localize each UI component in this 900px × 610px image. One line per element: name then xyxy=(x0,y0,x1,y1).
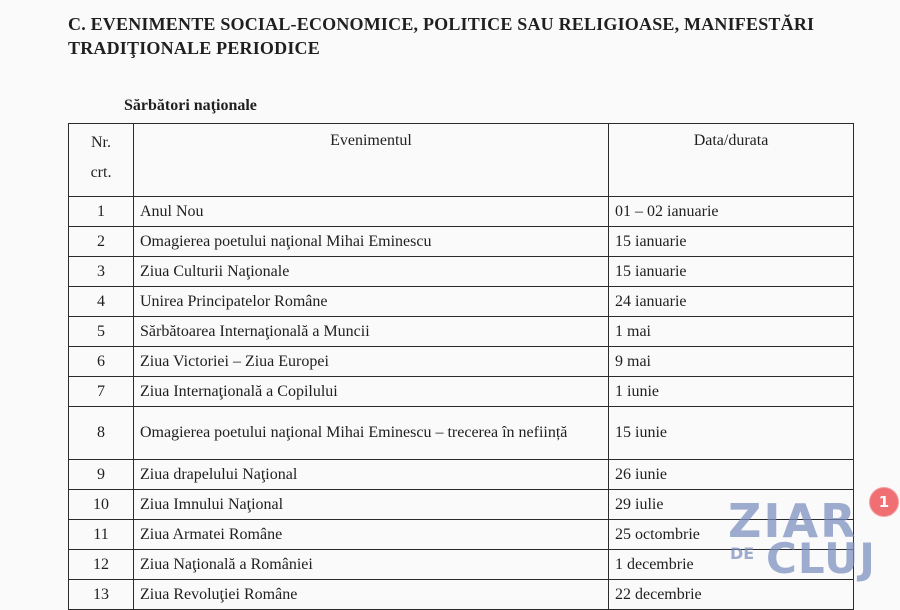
row-event-cell: Ziua Imnului Naţional xyxy=(134,490,609,520)
row-date-cell: 1 mai xyxy=(609,317,854,347)
table-row xyxy=(69,257,854,287)
section-title-line-1: C. EVENIMENTE SOCIAL-ECONOMICE, POLITICE SAU RELIGIOASE, MANIFESTĂRI xyxy=(68,14,815,34)
watermark-line1: ZIAR xyxy=(728,494,858,548)
row-date-cell: 25 octombrie xyxy=(609,520,854,550)
notification-badge[interactable]: 1 xyxy=(869,487,899,517)
row-nr-cell: 6 xyxy=(69,347,134,377)
row-nr-cell: 13 xyxy=(69,580,134,610)
section-title xyxy=(68,12,868,60)
row-event-cell: Omagierea poetului naţional Mihai Eminescu – trecerea în neființă xyxy=(134,407,609,460)
row-event-cell: Ziua Naţională a României xyxy=(134,550,609,580)
row-event-cell: Ziua Revoluţiei Române xyxy=(134,580,609,610)
row-event-cell: Ziua drapelului Naţional xyxy=(134,460,609,490)
table-row xyxy=(69,347,854,377)
subheading-national-holidays: Sărbători naţionale xyxy=(124,97,257,114)
ziar-de-cluj-watermark xyxy=(728,494,888,594)
row-nr-cell: 9 xyxy=(69,460,134,490)
table-row xyxy=(69,317,854,347)
row-nr-cell: 11 xyxy=(69,520,134,550)
row-nr-cell: 1 xyxy=(69,197,134,227)
row-date-cell: 15 ianuarie xyxy=(609,257,854,287)
table-row xyxy=(69,460,854,490)
table-header-row xyxy=(69,124,854,197)
row-event-cell: Ziua Victoriei – Ziua Europei xyxy=(134,347,609,377)
table-row xyxy=(69,377,854,407)
header-nr-line2: crt. xyxy=(90,164,112,181)
row-nr-cell: 12 xyxy=(69,550,134,580)
row-event-cell: Omagierea poetului naţional Mihai Eminescu xyxy=(134,227,609,257)
row-event-cell: Unirea Principatelor Române xyxy=(134,287,609,317)
row-nr-cell: 7 xyxy=(69,377,134,407)
row-event-cell: Anul Nou xyxy=(134,197,609,227)
row-date-cell: 26 iunie xyxy=(609,460,854,490)
row-date-cell: 9 mai xyxy=(609,347,854,377)
header-event: Evenimentul xyxy=(134,124,609,197)
watermark-line3: CLUJ xyxy=(766,534,876,583)
row-date-cell: 29 iulie xyxy=(609,490,854,520)
header-date: Data/durata xyxy=(609,124,854,197)
row-nr-cell: 5 xyxy=(69,317,134,347)
row-date-cell: 22 decembrie xyxy=(609,580,854,610)
watermark-line2: DE xyxy=(730,544,755,563)
header-nr-line1: Nr. xyxy=(91,134,111,151)
row-date-cell: 1 iunie xyxy=(609,377,854,407)
header-nr xyxy=(69,124,134,197)
row-date-cell: 15 iunie xyxy=(609,407,854,460)
row-nr-cell: 2 xyxy=(69,227,134,257)
table-row xyxy=(69,197,854,227)
row-event-cell: Sărbătoarea Internaţională a Muncii xyxy=(134,317,609,347)
table-row xyxy=(69,227,854,257)
row-nr-cell: 4 xyxy=(69,287,134,317)
row-event-cell: Ziua Internaţională a Copilului xyxy=(134,377,609,407)
table-row xyxy=(69,407,854,460)
row-date-cell: 15 ianuarie xyxy=(609,227,854,257)
row-event-cell: Ziua Armatei Române xyxy=(134,520,609,550)
row-nr-cell: 8 xyxy=(69,407,134,460)
section-title-line-2: TRADIŢIONALE PERIODICE xyxy=(68,38,320,58)
row-date-cell: 1 decembrie xyxy=(609,550,854,580)
row-nr-cell: 3 xyxy=(69,257,134,287)
row-date-cell: 01 – 02 ianuarie xyxy=(609,197,854,227)
table-row xyxy=(69,287,854,317)
row-nr-cell: 10 xyxy=(69,490,134,520)
row-event-cell: Ziua Culturii Naţionale xyxy=(134,257,609,287)
row-date-cell: 24 ianuarie xyxy=(609,287,854,317)
